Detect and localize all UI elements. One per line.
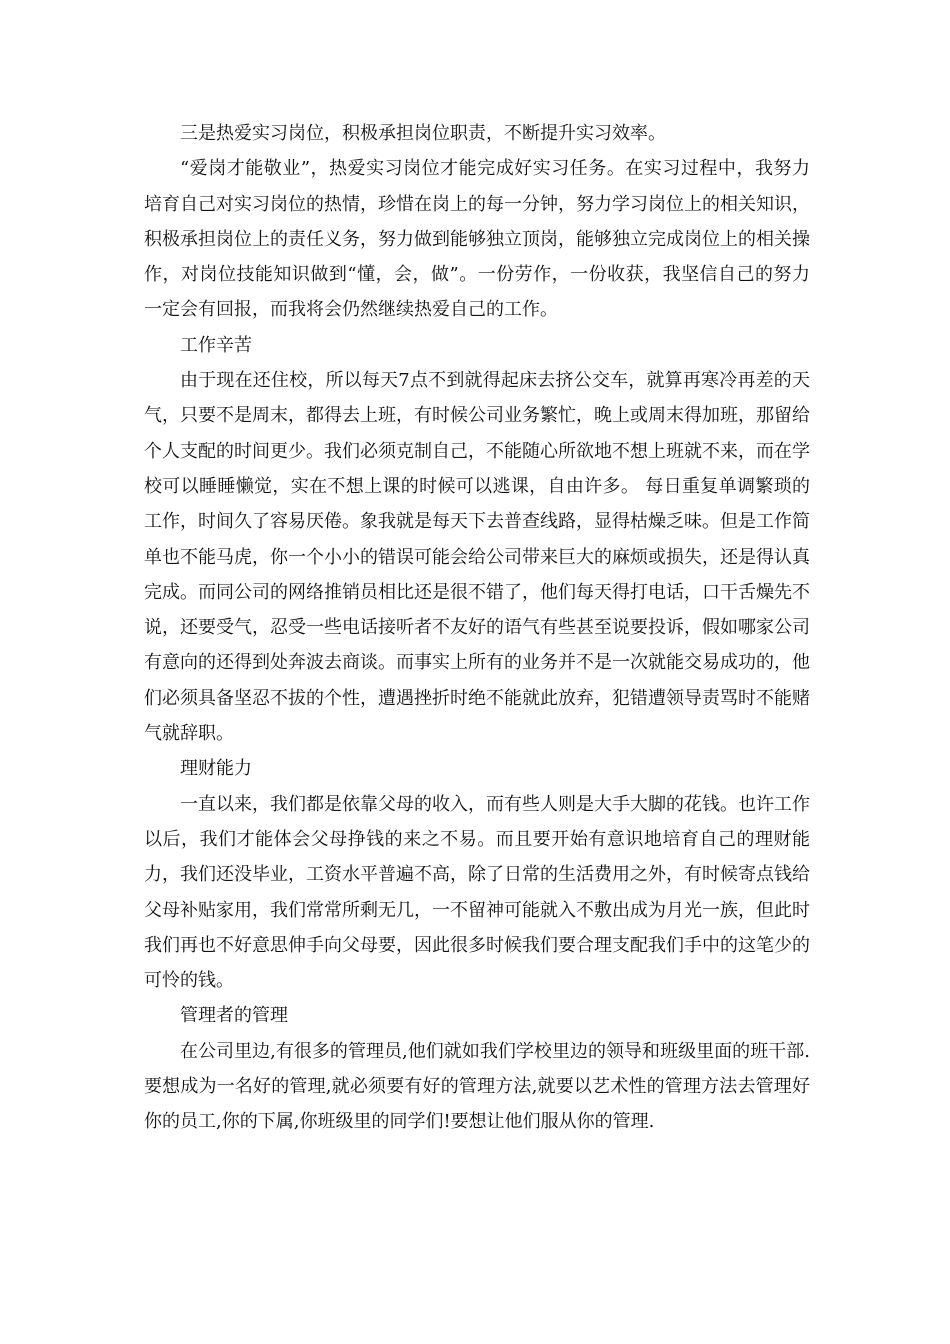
section-heading-hard-work: 工作辛苦 — [180, 334, 252, 356]
paragraph-hard-work: 由于现在还住校，所以每天7点不到就得起床去挤公交车，就算再寒冷再差的天气，只要不是周末，都得去上班，有时候公司业务繁忙，晚上或周末得加班，那留给个人支配的时间更少。我们必须克制自己，不能随心所欲地不想上班就不来，而在学校可以睡睡懒觉，实在不想上课的时候可以逃课，自由许多。 每日重复单调繁琐的工作，时间久了容易厌倦。象我就是每天下去普查线路，显得枯燥乏味。但是工作简单也不能马虎，你一个小小的错误可能会给公司带来巨大的麻烦或损失，还是得认真完成。而同公司的网络推销员相比还是很不错了，他们每天得打电话，口干舌燥先不说，还要受气，忍受一些电话接听者不友好的语气有些甚至说要投诉，假如哪家公司有意向的还得到处奔波去商谈。而事实上所有的业务并不是一次就能交易成功的，他们必须具备坚忍不拔的个性，遭遇挫折时绝不能就此放弃，犯错遭领导责骂时不能赌气就辞职。 — [144, 370, 810, 745]
section-heading-finance: 理财能力 — [180, 758, 252, 780]
document-body — [144, 116, 810, 1140]
paragraph-finance: 一直以来，我们都是依靠父母的收入，而有些人则是大手大脚的花钱。也许工作以后，我们才能体会父母挣钱的来之不易。而且要开始有意识地培育自己的理财能力，我们还没毕业，工资水平普遍不高，除了日常的生活费用之外，有时候寄点钱给父母补贴家用，我们常常所剩无几，一不留神可能就入不敷出成为月光一族，但此时我们再也不好意思伸手向父母要，因此很多时候我们要合理支配我们手中的这笔少的可怜的钱。 — [144, 793, 810, 992]
section-heading-management: 管理者的管理 — [180, 1005, 288, 1027]
paragraph-management: 在公司里边,有很多的管理员,他们就如我们学校里边的领导和班级里面的班干部.要想成为一名好的管理,就必须要有好的管理方法,就要以艺术性的管理方法去管理好你的员工,你的下属,你班级里的同学们!要想让他们服从你的管理. — [144, 1040, 810, 1133]
paragraph-intro: 三是热爱实习岗位，积极承担岗位职责，不断提升实习效率。 — [180, 123, 666, 144]
paragraph-love-job: “爱岗才能敬业”，热爱实习岗位才能完成好实习任务。在实习过程中，我努力培育自己对实习岗位的热情，珍惜在岗上的每一分钟，努力学习岗位上的相关知识，积极承担岗位上的责任义务，努力做到能够独立顶岗，能够独立完成岗位上的相关操作，对岗位技能知识做到“懂，会，做”。一份劳作，一份收获，我坚信自己的努力一定会有回报，而我将会仍然继续热爱自己的工作。 — [144, 158, 810, 321]
